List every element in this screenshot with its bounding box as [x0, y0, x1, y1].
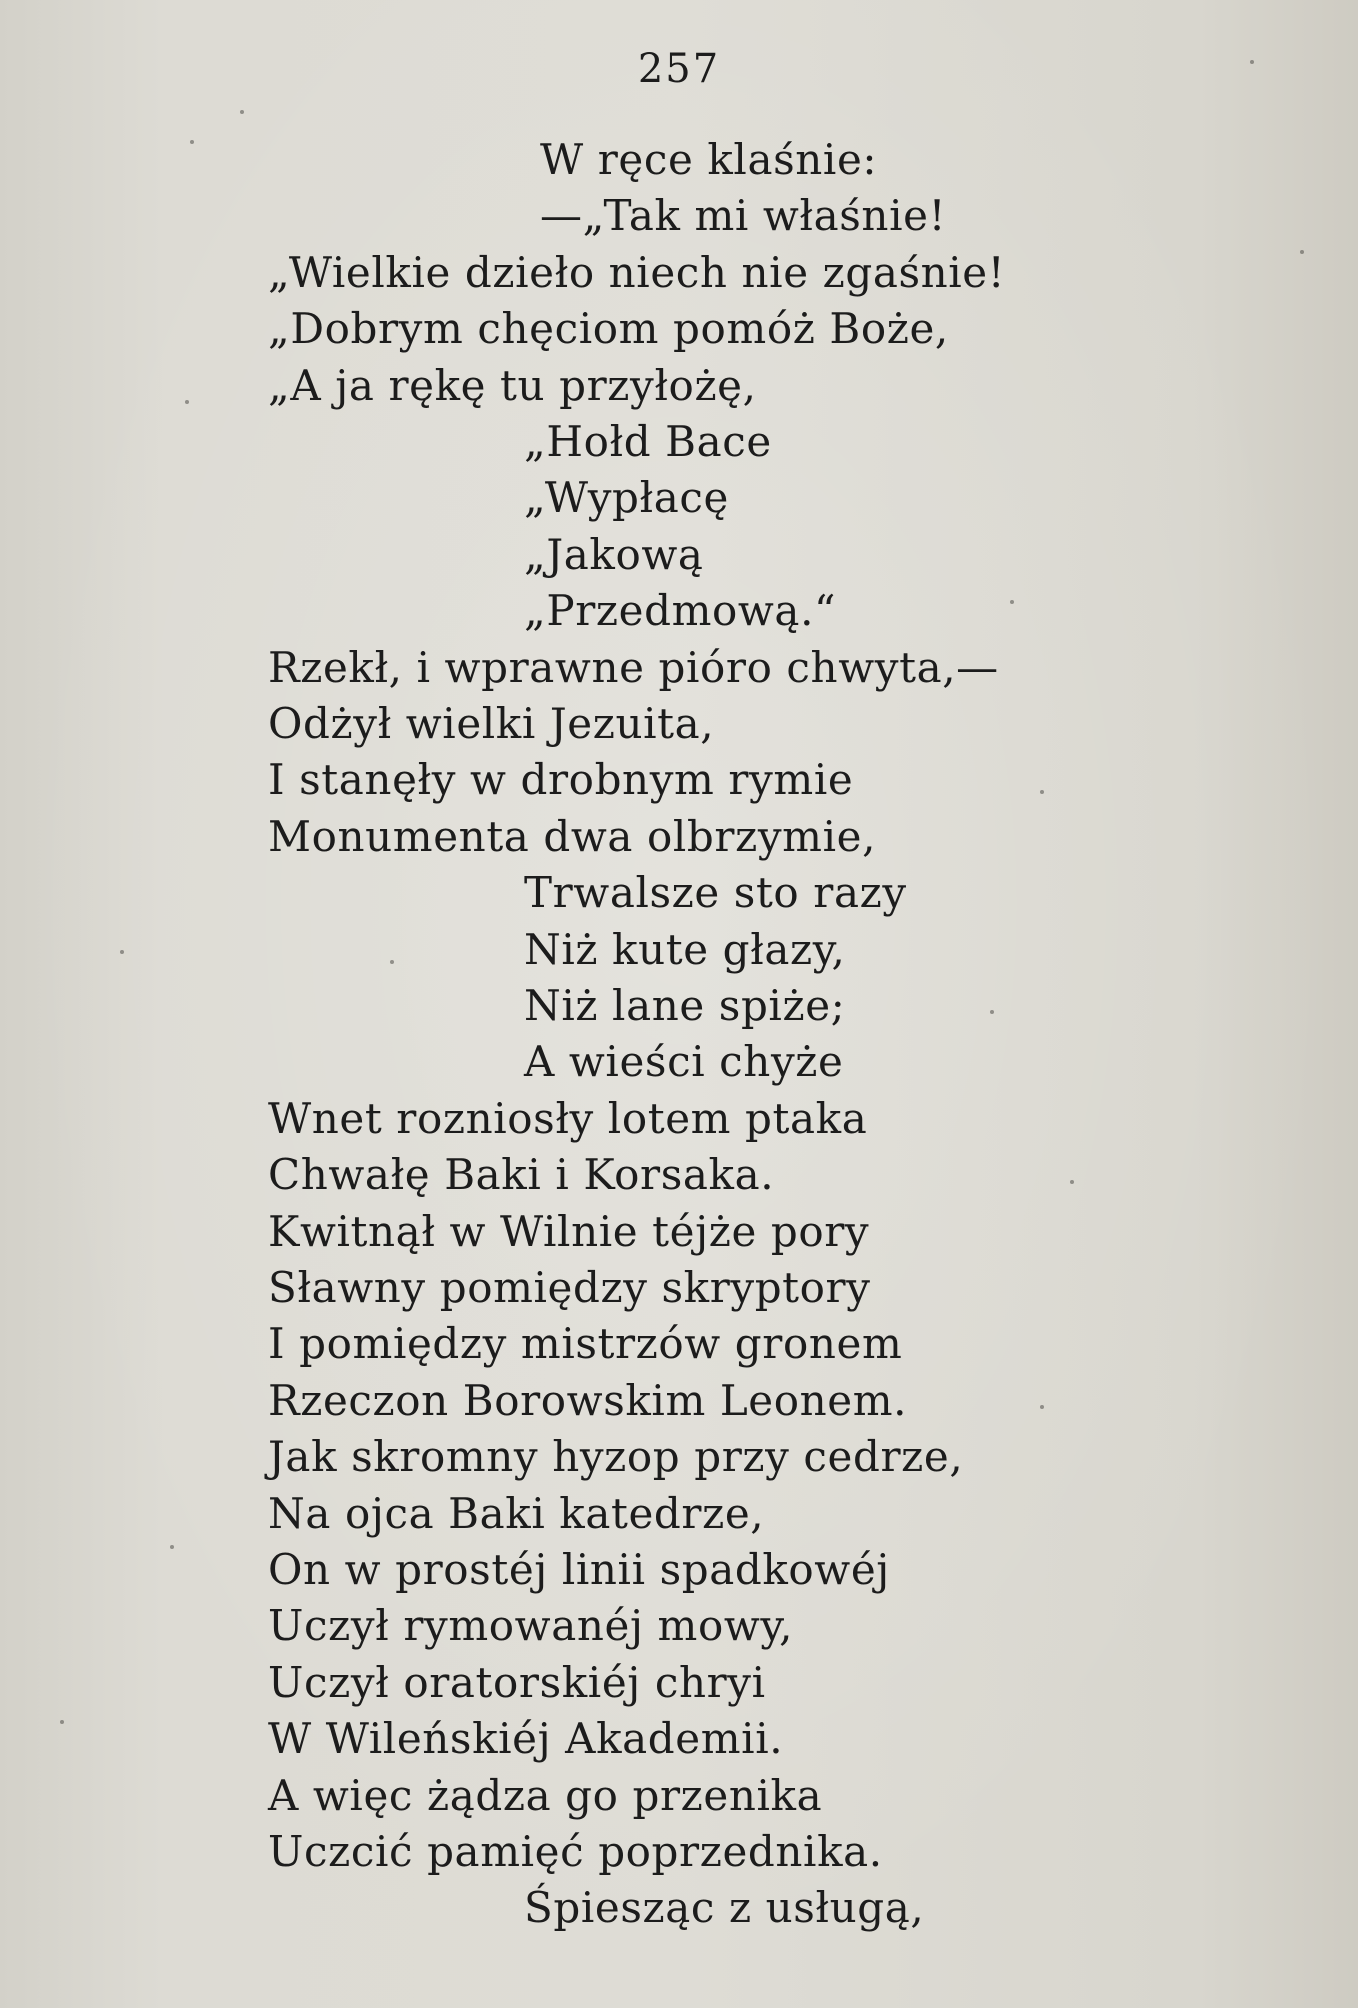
paper-speck [1250, 60, 1254, 64]
poem-line: „Przedmową.“ [524, 586, 837, 635]
paper-speck [390, 960, 394, 964]
poem-line: „A ja rękę tu przyłożę, [268, 361, 757, 410]
paper-speck [1040, 1405, 1044, 1409]
poem-line: Wnet rozniosły lotem ptaka [268, 1094, 868, 1143]
paper-speck [1300, 250, 1304, 254]
paper-speck [120, 950, 124, 954]
paper-speck [190, 140, 194, 144]
poem-line: I stanęły w drobnym rymie [268, 755, 854, 804]
paper-speck [185, 400, 189, 404]
paper-speck [1040, 790, 1044, 794]
poem-line: „Wypłacę [524, 473, 729, 522]
poem-line: Monumenta dwa olbrzymie, [268, 812, 877, 861]
poem-line: A wieści chyże [524, 1037, 844, 1086]
paper-speck [1070, 1180, 1074, 1184]
poem-line: „Dobrym chęciom pomóż Boże, [268, 304, 949, 353]
paper-speck [1010, 600, 1014, 604]
poem-line: Chwałę Baki i Korsaka. [268, 1150, 775, 1199]
poem-line: —„Tak mi właśnie! [540, 191, 947, 240]
paper-speck [60, 1720, 64, 1724]
poem-line: Rzekł, i wprawne pióro chwyta,— [268, 643, 999, 692]
poem-line: Śpiesząc z usługą, [524, 1883, 925, 1932]
poem-line: Uczył rymowanéj mowy, [268, 1601, 794, 1650]
poem-line: Na ojca Baki katedrze, [268, 1489, 765, 1538]
poem-line: „Hołd Bace [524, 417, 772, 466]
paper-speck [990, 1010, 994, 1014]
paper-speck [170, 1545, 174, 1549]
poem-line: Uczył oratorskiéj chryi [268, 1658, 766, 1707]
poem-line: Trwalsze sto razy [524, 868, 907, 917]
poem-line: Niż kute głazy, [524, 925, 846, 974]
poem-line: „Wielkie dzieło niech nie zgaśnie! [268, 248, 1006, 297]
poem-line: I pomiędzy mistrzów gronem [268, 1319, 903, 1368]
poem-line: Kwitnął w Wilnie téjże pory [268, 1207, 870, 1256]
poem-line: „Jakową [524, 530, 704, 579]
poem-line: Sławny pomiędzy skryptory [268, 1263, 871, 1312]
poem-line: W ręce klaśnie: [540, 135, 878, 184]
poem-line: Uczcić pamięć poprzednika. [268, 1827, 883, 1876]
poem-line: Odżył wielki Jezuita, [268, 699, 715, 748]
paper-speck [240, 110, 244, 114]
page-number: 257 [637, 46, 721, 92]
poem-line: Jak skromny hyzop przy cedrze, [268, 1432, 964, 1481]
poem-line: Rzeczon Borowskim Leonem. [268, 1376, 908, 1425]
poem-line: A więc żądza go przenika [268, 1771, 823, 1820]
poem-line: On w prostéj linii spadkowéj [268, 1545, 890, 1594]
poem-line: Niż lane spiże; [524, 981, 846, 1030]
poem-line: W Wileńskiéj Akademii. [268, 1714, 784, 1763]
